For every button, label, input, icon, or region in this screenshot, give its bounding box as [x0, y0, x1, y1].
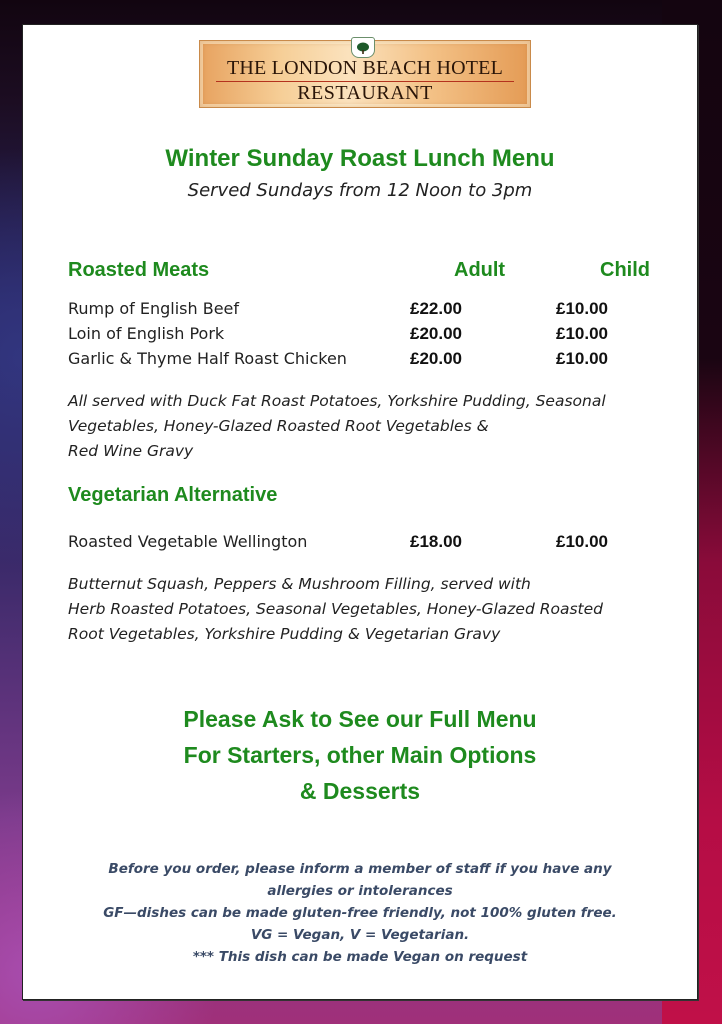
- vegetarian-description: [68, 572, 668, 647]
- item-name: Roasted Vegetable Wellington: [68, 532, 308, 551]
- section-heading-vegetarian: Vegetarian Alternative: [68, 484, 278, 506]
- allergy-line: Before you order, please inform a member of staff if you have any: [108, 861, 612, 877]
- allergy-line: *** This dish can be made Vegan on request: [192, 949, 528, 965]
- promo-line: For Starters, other Main Options: [183, 742, 537, 768]
- full-menu-promo: [23, 701, 697, 809]
- restaurant-logo: [199, 40, 531, 108]
- item-price-adult: £22.00: [410, 299, 462, 318]
- tree-shield-icon: [351, 37, 375, 58]
- allergy-line: allergies or intolerances: [267, 883, 453, 899]
- menu-item-row: [68, 532, 657, 556]
- roasted-meats-description: [68, 389, 668, 464]
- allergy-line: GF—dishes can be made gluten-free friendly, not 100% gluten free.: [103, 905, 617, 921]
- roasted-meats-header: [68, 259, 657, 282]
- logo-restaurant-label: RESTAURANT: [297, 82, 433, 104]
- item-price-child: £10.00: [556, 324, 608, 343]
- description-line: Red Wine Gravy: [68, 442, 194, 460]
- column-header-adult: Adult: [454, 259, 506, 281]
- menu-title: Winter Sunday Roast Lunch Menu: [165, 145, 555, 172]
- item-name: Loin of English Pork: [68, 324, 225, 343]
- description-line: Butternut Squash, Peppers & Mushroom Filling, served with: [68, 575, 531, 593]
- menu-card: [22, 24, 698, 1000]
- item-name: Garlic & Thyme Half Roast Chicken: [68, 349, 347, 368]
- item-price-adult: £20.00: [410, 324, 462, 343]
- section-heading-roasted-meats: Roasted Meats: [68, 259, 210, 281]
- item-price-child: £10.00: [556, 532, 608, 551]
- description-line: Root Vegetables, Yorkshire Pudding & Vegetarian Gravy: [68, 625, 501, 643]
- promo-line: & Desserts: [299, 778, 421, 804]
- description-line: Vegetables, Honey-Glazed Roasted Root Vegetables &: [68, 417, 489, 435]
- menu-item-row: [68, 299, 657, 323]
- menu-subtitle: Served Sundays from 12 Noon to 3pm: [187, 180, 533, 201]
- item-price-child: £10.00: [556, 299, 608, 318]
- item-price-child: £10.00: [556, 349, 608, 368]
- promo-line: Please Ask to See our Full Menu: [183, 706, 537, 732]
- allergy-notice: [23, 858, 697, 968]
- menu-item-row: [68, 349, 657, 373]
- allergy-line: VG = Vegan, V = Vegetarian.: [250, 927, 470, 943]
- description-line: Herb Roasted Potatoes, Seasonal Vegetables, Honey-Glazed Roasted: [68, 600, 603, 618]
- menu-item-row: [68, 324, 657, 348]
- column-header-child: Child: [600, 259, 650, 281]
- item-price-adult: £18.00: [410, 532, 462, 551]
- logo-hotel-name: THE LONDON BEACH HOTEL: [226, 57, 504, 79]
- item-name: Rump of English Beef: [68, 299, 240, 318]
- description-line: All served with Duck Fat Roast Potatoes, Yorkshire Pudding, Seasonal: [68, 392, 606, 410]
- item-price-adult: £20.00: [410, 349, 462, 368]
